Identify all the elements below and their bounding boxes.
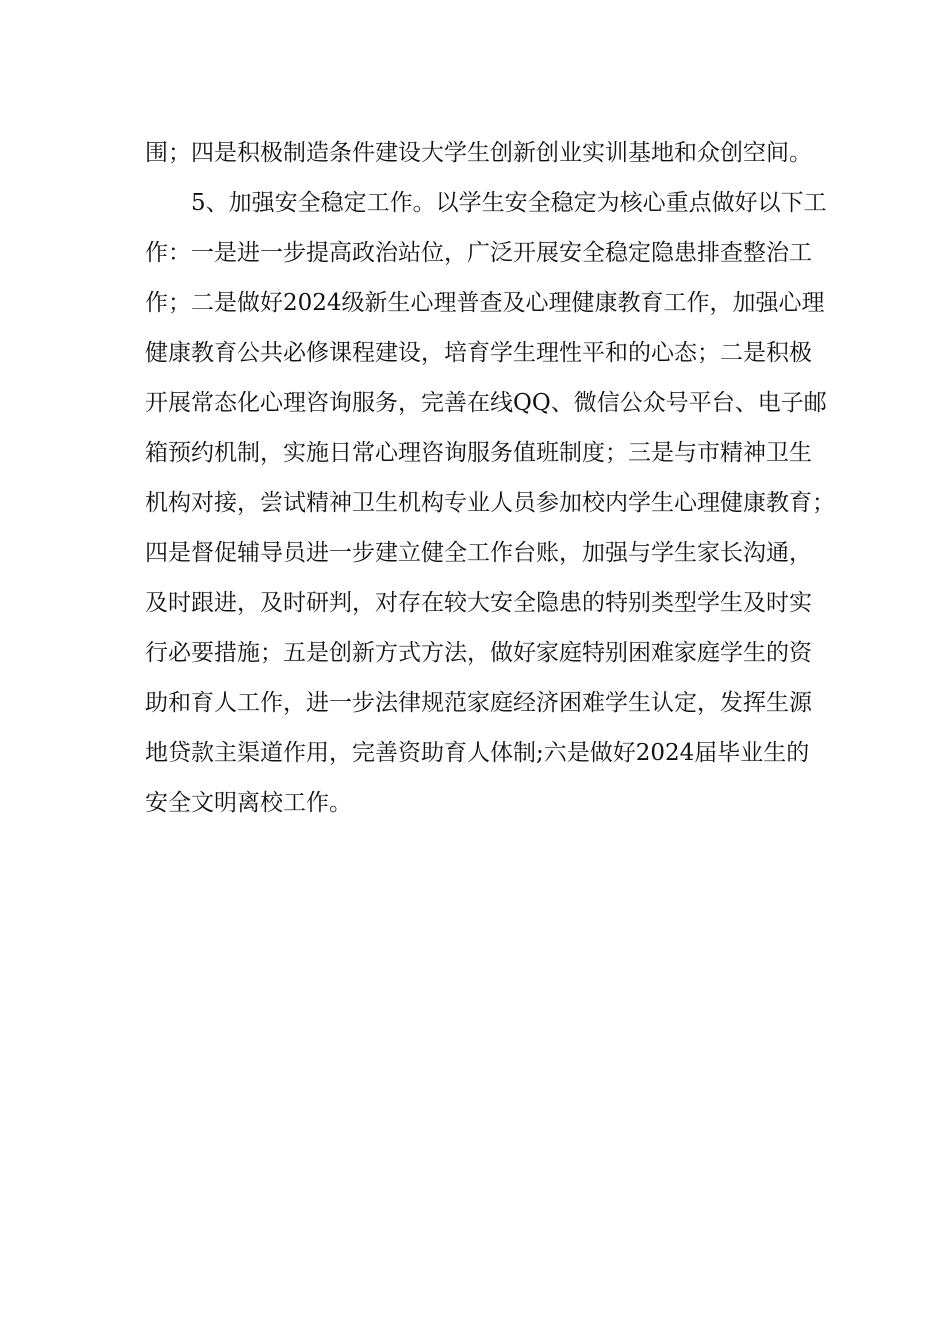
paragraph-start-line: 5、加强安全稳定工作。以学生安全稳定为核心重点做好以下工 [191, 190, 827, 216]
text-line: 安全文明离校工作。 [145, 790, 352, 816]
text-line: 健康教育公共必修课程建设，培育学生理性平和的心态；二是积极 [145, 340, 812, 366]
text-line: 机构对接，尝试精神卫生机构专业人员参加校内学生心理健康教育； [145, 490, 835, 516]
text-line: 及时跟进，及时研判，对存在较大安全隐患的特别类型学生及时实 [145, 590, 812, 616]
text-line: 围；四是积极制造条件建设大学生创新创业实训基地和众创空间。 [145, 140, 812, 166]
text-line: 行必要措施；五是创新方式方法，做好家庭特别困难家庭学生的资 [145, 640, 812, 666]
text-line: 作：一是进一步提高政治站位，广泛开展安全稳定隐患排查整治工 [145, 240, 812, 266]
text-line: 助和育人工作，进一步法律规范家庭经济困难学生认定，发挥生源 [145, 690, 812, 716]
text-line: 地贷款主渠道作用，完善资助育人体制;六是做好2024届毕业生的 [145, 740, 810, 766]
text-line: 箱预约机制，实施日常心理咨询服务值班制度；三是与市精神卫生 [145, 440, 812, 466]
text-line: 四是督促辅导员进一步建立健全工作台账，加强与学生家长沟通， [145, 540, 812, 566]
text-line: 开展常态化心理咨询服务，完善在线QQ、微信公众号平台、电子邮 [145, 390, 827, 416]
text-line: 作；二是做好2024级新生心理普查及心理健康教育工作，加强心理 [145, 290, 825, 316]
body-text [145, 128, 835, 828]
